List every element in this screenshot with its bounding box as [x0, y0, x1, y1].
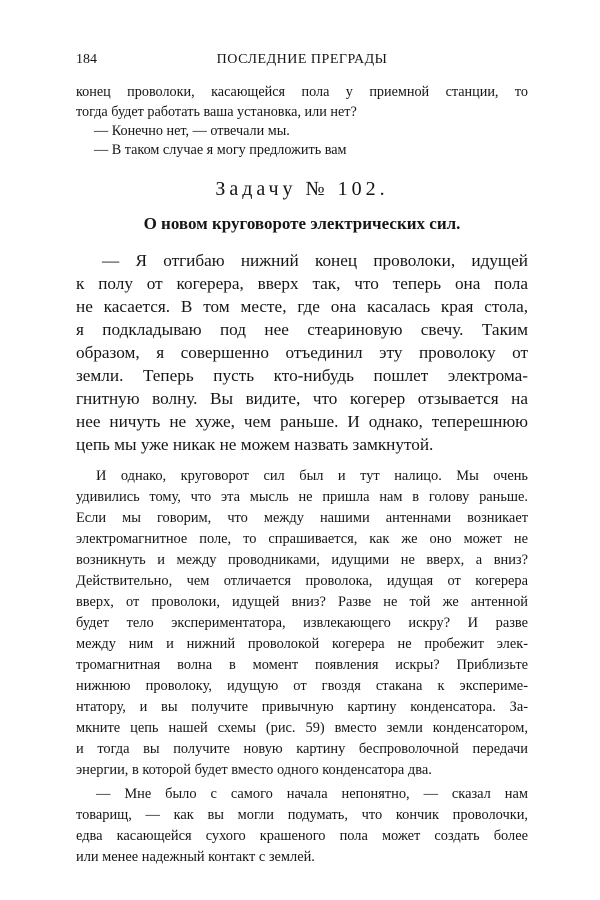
- task-subtitle: О новом круговороте электрических сил.: [143, 214, 461, 233]
- text-line: нижнюю проволоку, идущую от гвоздя стакана к экспериме-: [76, 678, 528, 694]
- text-line: удивились тому, что эта мысль не пришла нам в голову раньше.: [76, 489, 528, 505]
- text-line: и тогда вы получите новую картину беспроволочной передачи: [76, 741, 528, 757]
- text-line: энергии, в которой будет вместо одного конденсатора два.: [76, 762, 432, 778]
- text-line: товарищ, — как вы могли подумать, что кончик проволочки,: [76, 807, 528, 823]
- text-line: нтатору, и вы получите привычную картину конденсатора. За-: [76, 699, 528, 715]
- page-number: 184: [76, 52, 97, 67]
- text-line: конец проволоки, касающейся пола у приемной станции, то: [76, 84, 528, 100]
- task-title: Задачу № 102.: [215, 178, 389, 200]
- running-title: ПОСЛЕДНИЕ ПРЕГРАДЫ: [216, 52, 388, 67]
- text-line: вверх, от проволоки, идущей вниз? Разве не той же антенной: [76, 594, 528, 610]
- text-line: — Конечно нет, — отвечали мы.: [94, 123, 290, 139]
- text-line: едва касающейся сухого крашеного пола может создать более: [76, 828, 528, 844]
- text-line: земли. Теперь пусть кто-нибудь пошлет электрома-: [76, 366, 528, 385]
- text-line: будет тело экспериментатора, извлекающего искру? И разве: [76, 615, 528, 631]
- text-line: образом, я совершенно отъединил эту проволоку от: [76, 343, 528, 362]
- text-line: тромагнитная волна в момент появления искры? Приблизьте: [76, 657, 528, 673]
- text-line: не касается. В том месте, где она касалась края стола,: [76, 297, 528, 316]
- text-line: тогда будет работать ваша установка, или нет?: [76, 104, 357, 120]
- text-line: Если мы говорим, что между нашими антеннами возникает: [76, 510, 528, 526]
- text-line: — В таком случае я могу предложить вам: [94, 142, 347, 158]
- text-line: цепь мы уже никак не можем назвать замкнутой.: [76, 435, 434, 454]
- text-line: И однако, круговорот сил был и тут налицо. Мы очень: [96, 468, 528, 484]
- text-line: я подкладываю под нее стеариновую свечу. Таким: [76, 320, 528, 339]
- text-line: к полу от когерера, вверх так, что теперь она пола: [76, 274, 528, 293]
- text-line: нее ничуть не хуже, чем раньше. И однако, теперешнюю: [76, 412, 528, 431]
- text-line: между ним и нижний проволокой когерера не пробежит элек-: [76, 636, 528, 652]
- text-line: гнитную волну. Вы видите, что когерер отзывается на: [76, 389, 528, 408]
- text-line: электромагнитное поле, то спрашивается, как же оно может не: [76, 531, 528, 547]
- text-line: — Я отгибаю нижний конец проволоки, идущей: [102, 251, 528, 270]
- text-line: возникнуть и между проводниками, идущими не вверх, а вниз?: [76, 552, 528, 568]
- text-line: — Мне было с самого начала непонятно, — сказал нам: [96, 786, 528, 802]
- page-header: [76, 52, 528, 72]
- text-line: мкните цепь нашей схемы (рис. 59) вместо земли конденсатором,: [76, 720, 528, 736]
- text-line: Действительно, чем отличается проволока, идущая от когерера: [76, 573, 528, 589]
- text-line: или менее надежный контакт с землей.: [76, 849, 315, 865]
